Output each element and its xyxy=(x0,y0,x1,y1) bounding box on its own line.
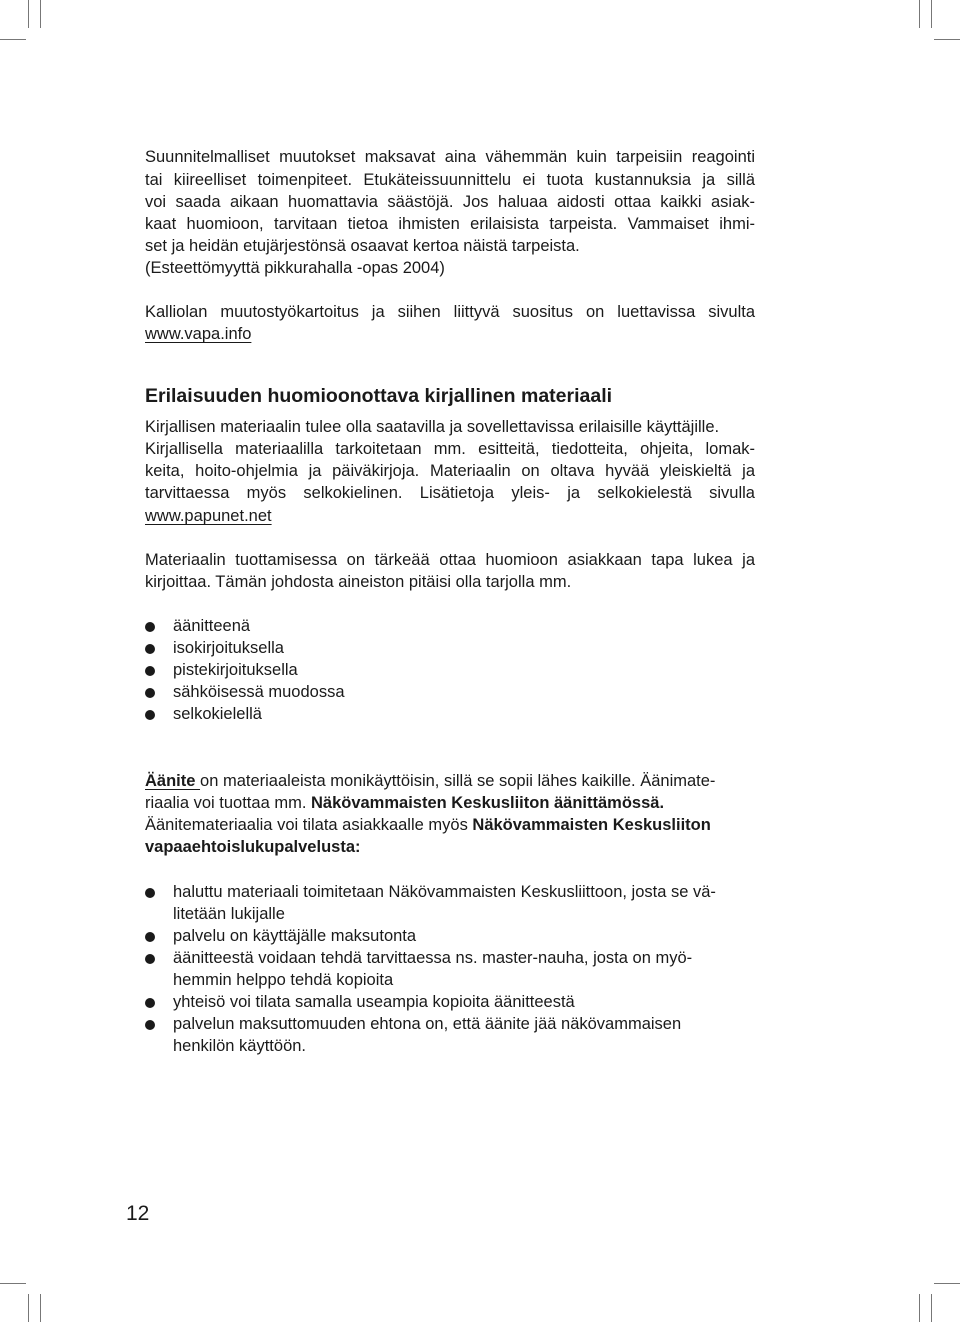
list-item-text: selkokielellä xyxy=(173,705,262,723)
aanite-line-2 xyxy=(145,792,755,814)
intro-line: tai kiireelliset toimenpiteet. Etukäteissuunnittelu ei tuota kustannuksia ja sillä xyxy=(145,171,755,189)
vapa-link[interactable] xyxy=(145,323,251,345)
list-item xyxy=(145,881,765,925)
list-item xyxy=(145,947,765,991)
bullet-icon xyxy=(145,998,155,1008)
material-line: Kirjallisella materiaalilla tarkoitetaan mm. esitteitä, tiedotteita, ohjeita, lomak- xyxy=(145,440,755,458)
aanite-line-1-text: on materiaaleista monikäyttöisin, sillä se sopii lähes kaikille. Äänimate- xyxy=(200,772,716,790)
aanite-line-4: vapaaehtoislukupalvelusta: xyxy=(145,838,361,856)
list-item xyxy=(145,925,765,947)
crop-mark-top-right-h xyxy=(934,39,960,40)
list-item xyxy=(145,615,765,637)
list-item-text: äänitteenä xyxy=(173,617,251,635)
list-item-text: yhteisö voi tilata samalla useampia kopioita äänitteestä xyxy=(173,993,575,1011)
list-item-text: palvelu on käyttäjälle maksutonta xyxy=(173,927,417,945)
list-item-text: palvelun maksuttomuuden ehtona on, että äänite jää näkövammaisen xyxy=(173,1015,682,1033)
crop-mark-top-right-v xyxy=(919,0,920,28)
bullet-icon xyxy=(145,688,155,698)
list-item xyxy=(145,703,765,725)
intro-line: set ja heidän etujärjestönsä osaavat kertoa näistä tarpeista. xyxy=(145,237,580,255)
list-item-text: äänitteestä voidaan tehdä tarvittaessa ns. master-nauha, josta on myö- xyxy=(173,949,693,967)
bullet-icon xyxy=(145,622,155,632)
list-item-text: henkilön käyttöön. xyxy=(173,1037,307,1055)
crop-mark-bottom-left-h xyxy=(0,1283,26,1284)
crop-mark-top-left-v xyxy=(28,0,29,28)
material-line: Kirjallisen materiaalin tulee olla saatavilla ja sovellettavissa erilaisille käyttäjille. xyxy=(145,418,720,436)
aanite-line-2-text: riaalia voi tuottaa mm. xyxy=(145,794,311,812)
list-item xyxy=(145,991,765,1013)
crop-mark-bottom-right-v2 xyxy=(931,1294,932,1322)
kalliola-text: Kalliolan muutostyökartoitus ja siihen liittyvä suositus on luettavissa sivulta xyxy=(145,303,755,321)
bullet-icon xyxy=(145,644,155,654)
aanite-line-3-text: Äänitemateriaalia voi tilata asiakkaalle myös xyxy=(145,816,473,834)
list-item xyxy=(145,637,765,659)
crop-mark-bottom-left-v xyxy=(28,1294,29,1322)
production-line: kirjoittaa. Tämän johdosta aineiston pitäisi olla tarjolla mm. xyxy=(145,573,572,591)
papunet-link-text[interactable]: www.papunet.net xyxy=(145,507,272,525)
list-item-text: litetään lukijalle xyxy=(173,905,285,923)
aanite-line-3 xyxy=(145,814,755,836)
intro-citation: (Esteettömyyttä pikkurahalla -opas 2004) xyxy=(145,259,445,277)
intro-line: kaat huomioon, tarvitaan tietoa ihmisten erilaisista tarpeista. Vammaiset ihmi- xyxy=(145,215,755,233)
list-item xyxy=(145,1013,765,1057)
aanite-line-2-bold: Näkövammaisten Keskusliiton äänittämössä. xyxy=(310,794,665,812)
bullet-icon xyxy=(145,888,155,898)
section-heading: Erilaisuuden huomioonottava kirjallinen materiaali xyxy=(145,385,613,407)
bullet-icon xyxy=(145,666,155,676)
material-line: keita, hoito-ohjelmia ja päiväkirjoja. Materiaalin on oltava hyvää yleiskieltä ja xyxy=(145,462,755,480)
crop-mark-top-right-v2 xyxy=(931,0,932,28)
vapa-link-text[interactable]: www.vapa.info xyxy=(145,325,252,343)
list-item-text: sähköisessä muodossa xyxy=(173,683,345,701)
list-item xyxy=(145,659,765,681)
aanite-line-3-bold: Näkövammaisten Keskusliiton xyxy=(472,816,711,834)
crop-mark-bottom-right-h xyxy=(934,1283,960,1284)
list-item-text: haluttu materiaali toimitetaan Näkövammaisten Keskusliittoon, josta se vä- xyxy=(173,883,716,901)
bullet-icon xyxy=(145,932,155,942)
crop-mark-top-left-v2 xyxy=(40,0,41,28)
list-item-text: isokirjoituksella xyxy=(173,639,284,657)
list-item-text: hemmin helppo tehdä kopioita xyxy=(173,971,394,989)
intro-line: voi saada aikaan huomattavia säästöjä. Jos haluaa aidosti ottaa kaikki asiak- xyxy=(145,193,755,211)
papunet-link[interactable] xyxy=(145,505,272,527)
crop-mark-bottom-left-v2 xyxy=(40,1294,41,1322)
list-item-text: pistekirjoituksella xyxy=(173,661,298,679)
intro-line: Suunnitelmalliset muutokset maksavat aina vähemmän kuin tarpeisiin reagointi xyxy=(145,148,755,166)
aanite-line-1 xyxy=(145,770,755,792)
crop-mark-bottom-right-v xyxy=(919,1294,920,1322)
crop-mark-top-left-h xyxy=(0,39,26,40)
page-number: 12 xyxy=(126,1202,150,1225)
production-line: Materiaalin tuottamisessa on tärkeää ottaa huomioon asiakkaan tapa lukea ja xyxy=(145,551,755,569)
aanite-term: Äänite xyxy=(145,772,201,790)
bullet-icon xyxy=(145,1020,155,1030)
material-line: tarvittaessa myös selkokielinen. Lisätietoja yleis- ja selkokielestä sivulla xyxy=(145,484,755,502)
list-item xyxy=(145,681,765,703)
bullet-icon xyxy=(145,710,155,720)
bullet-icon xyxy=(145,954,155,964)
